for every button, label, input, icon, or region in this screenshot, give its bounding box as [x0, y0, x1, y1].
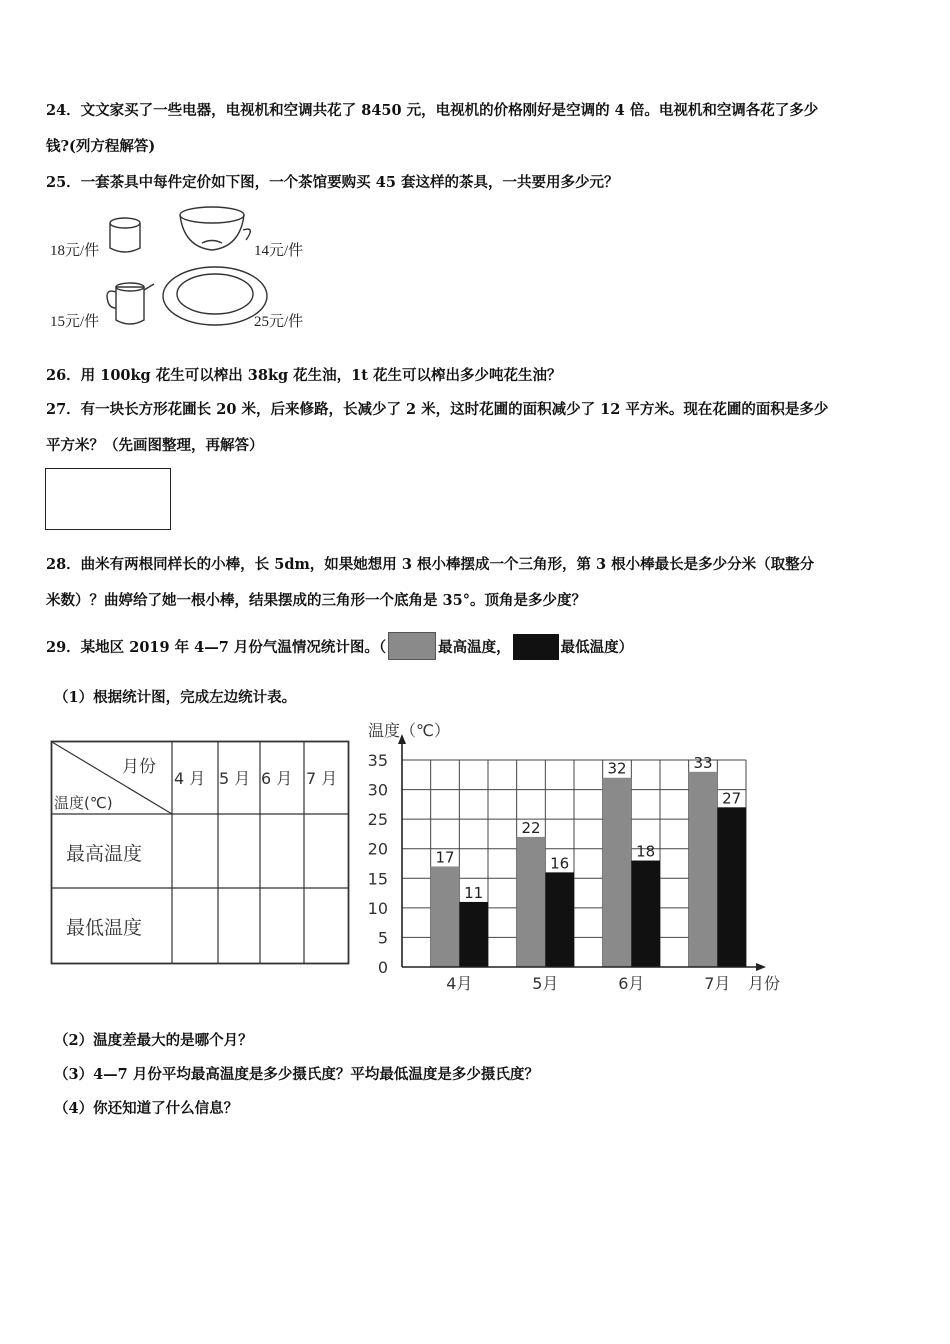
table-month-4: 4 月: [174, 769, 206, 788]
bar-label-high-7: 33: [693, 753, 713, 772]
table-month-5: 5 月: [219, 769, 251, 788]
x-tick-label-5: 5月: [532, 974, 559, 993]
table-month-7: 7 月: [306, 769, 338, 788]
question-29: [46, 628, 908, 668]
cup-icon: [110, 218, 140, 252]
plate-icon: [163, 267, 267, 325]
y-axis-title: 温度（℃）: [368, 721, 450, 740]
question-27-line-2: 平方米？（先画图整理，再解答）: [46, 437, 264, 454]
question-28: [46, 547, 908, 619]
bar-label-low-5: 16: [550, 854, 570, 873]
question-24-line-2: 钱?(列方程解答): [46, 138, 156, 155]
question-28-line-1: 28．曲米有两根同样长的小棒，长 5dm，如果她想用 3 根小棒摆成一个三角形，第 3 根小棒最长是多少分米（取整分: [46, 556, 815, 573]
bar-low-7: [717, 807, 746, 967]
legend-low-swatch: [513, 634, 559, 660]
x-axis-title: 月份: [748, 974, 781, 993]
sub-question-4: （4）你还知道了什么信息？: [54, 1100, 239, 1117]
y-tick-label-6: 30: [367, 780, 388, 800]
x-tick-label-7: 7月: [704, 974, 731, 993]
bar-low-4: [459, 902, 488, 967]
y-tick-label-1: 5: [377, 928, 388, 948]
table-month-6: 6 月: [261, 769, 293, 788]
y-tick-label-4: 20: [367, 839, 388, 859]
creamer-pot-icon: [107, 283, 154, 324]
y-tick-label-5: 25: [367, 810, 388, 830]
bar-label-low-6: 18: [636, 842, 656, 861]
question-25-text: 25．一套茶具中每件定价如下图，一个茶馆要购买 45 套这样的茶具，一共要用多少元？: [46, 174, 619, 191]
question-29-text: 29．某地区 2019 年 4—7 月份气温情况统计图。（: [46, 639, 387, 656]
legend-high-label: 最高温度，: [438, 639, 511, 656]
question-26: [46, 358, 908, 394]
pot-price: 15元/件: [50, 314, 100, 330]
question-27: [46, 392, 908, 464]
statistics-table: [50, 740, 352, 968]
answer-drawing-box[interactable]: [45, 468, 171, 530]
legend-low-label: 最低温度）: [560, 639, 634, 656]
question-27-line-1: 27．有一块长方形花圃长 20 米，后来修路，长减少了 2 米，这时花圃的面积减少了 12 平方米。现在花圃的面积是多少: [46, 401, 829, 418]
table-corner-bottom: 温度(℃): [54, 794, 113, 812]
bowl-icon: [180, 207, 250, 250]
bar-label-low-7: 27: [722, 789, 742, 808]
bar-low-6: [631, 861, 660, 967]
x-tick-label-6: 6月: [618, 974, 645, 993]
y-tick-label-2: 10: [367, 898, 388, 918]
y-tick-label-0: 0: [377, 958, 388, 977]
table-row-low: 最低温度: [66, 917, 143, 939]
bar-high-5: [517, 837, 546, 967]
table-corner-top: 月份: [122, 757, 156, 777]
x-tick-label-4: 4月: [446, 974, 473, 993]
question-25: [46, 165, 908, 201]
sub-question-3: （3）4—7 月份平均最高温度是多少摄氏度？平均最低温度是多少摄氏度？: [54, 1066, 539, 1083]
question-24: [46, 93, 908, 165]
cup-price: 18元/件: [50, 243, 100, 259]
bar-label-low-4: 11: [464, 883, 484, 902]
plate-price: 25元/件: [254, 314, 304, 330]
legend-high-swatch: [388, 632, 436, 660]
bar-label-high-4: 17: [435, 848, 455, 867]
bar-low-5: [545, 872, 574, 967]
bar-high-7: [689, 772, 718, 967]
bar-label-high-5: 22: [521, 818, 541, 837]
question-24-line-1: 24．文文家买了一些电器，电视机和空调共花了 8450 元，电视机的价格刚好是空调的 4 倍。电视机和空调各花了多少: [46, 102, 819, 119]
temperature-bar-chart: [360, 712, 800, 997]
y-tick-label-7: 35: [367, 751, 388, 770]
question-28-line-2: 米数）？曲婷给了她一根小棒，结果摆成的三角形一个底角是 35°。顶角是多少度？: [46, 592, 586, 609]
question-26-text: 26．用 100kg 花生可以榨出 38kg 花生油，1t 花生可以榨出多少吨花生油？: [46, 367, 562, 384]
x-axis-arrow: [756, 963, 766, 971]
sub-question-2: （2）温度差最大的是哪个月？: [54, 1032, 253, 1049]
bowl-price: 14元/件: [254, 243, 304, 259]
table-row-high: 最高温度: [66, 843, 143, 865]
bar-high-4: [431, 866, 460, 967]
sub-question-1: （1）根据统计图，完成左边统计表。: [54, 689, 297, 706]
bar-high-6: [603, 778, 632, 967]
bar-label-high-6: 32: [607, 759, 627, 778]
y-tick-label-3: 15: [367, 869, 388, 889]
